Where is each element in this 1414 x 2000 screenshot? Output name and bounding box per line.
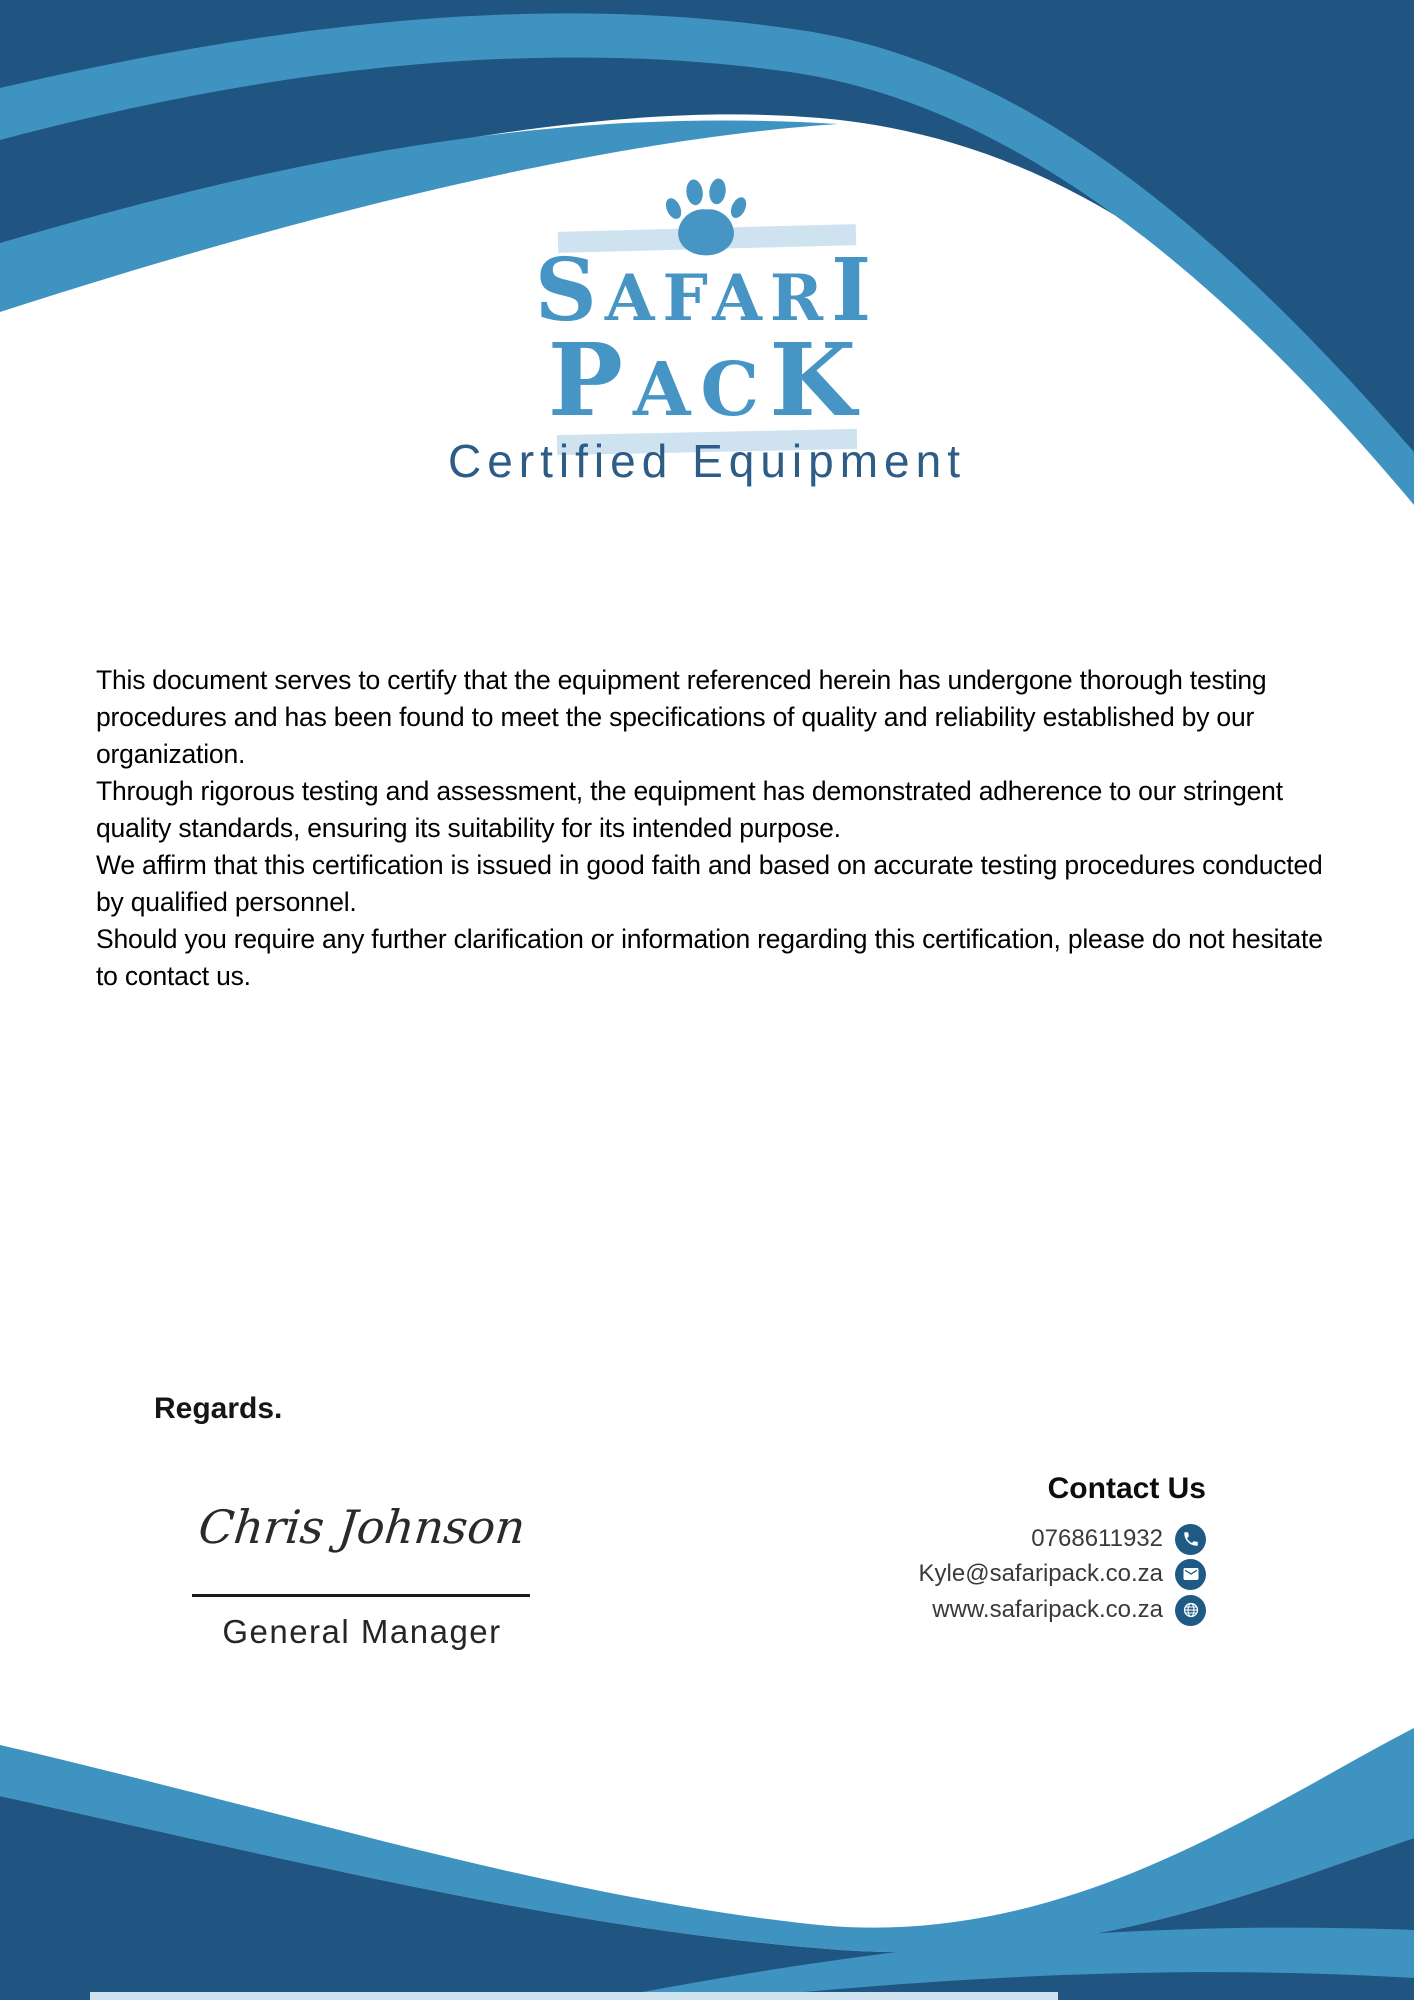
paragraph-2: Through rigorous testing and assessment, the equipment has demonstrated adherence to our stringent quality standards, ensuring its suitability for its intended purpose.	[96, 776, 1283, 843]
brand-letters: AFAR	[604, 261, 832, 336]
brand-letter: I	[831, 240, 880, 341]
brand-letter: K	[769, 321, 867, 439]
phone-icon	[1175, 1524, 1206, 1555]
signature-name: Chris Johnson	[196, 1500, 528, 1554]
footer-pale-strip	[90, 1992, 1058, 2000]
paragraph-3: We affirm that this certification is issued in good faith and based on accurate testing procedures conducted by qualified personnel.	[96, 850, 1323, 917]
brand-word-pack	[447, 321, 967, 439]
brand-letter: P	[547, 321, 633, 439]
brand-letters: AC	[632, 347, 770, 433]
email-address: Kyle@safaripack.co.za	[918, 1560, 1163, 1587]
regards-text: Regards.	[154, 1392, 283, 1425]
brand-word-safari	[447, 240, 967, 341]
contact-phone-row[interactable]	[1031, 1523, 1206, 1555]
website-url: www.safaripack.co.za	[932, 1596, 1163, 1623]
page-title: Certified Equipment	[448, 435, 966, 487]
signature-line	[192, 1594, 530, 1597]
contact-heading: Contact Us	[1047, 1472, 1206, 1505]
brand-letter: S	[534, 240, 605, 341]
certification-text	[96, 662, 1336, 995]
brand-logo	[447, 178, 967, 452]
phone-number: 0768611932	[1031, 1525, 1163, 1552]
paragraph-4: Should you require any further clarification or information regarding this certification, please do not hesitate to contact us.	[96, 924, 1323, 991]
contact-email-row[interactable]	[919, 1558, 1206, 1590]
paragraph-1: This document serves to certify that the equipment referenced herein has undergone thorough testing procedures and has been found to meet the specifications of quality and reliability established by our organization.	[96, 665, 1267, 769]
envelope-icon	[1175, 1559, 1206, 1590]
signature-title: General Manager	[222, 1613, 502, 1650]
footer-wave-decoration	[0, 1600, 1414, 2000]
